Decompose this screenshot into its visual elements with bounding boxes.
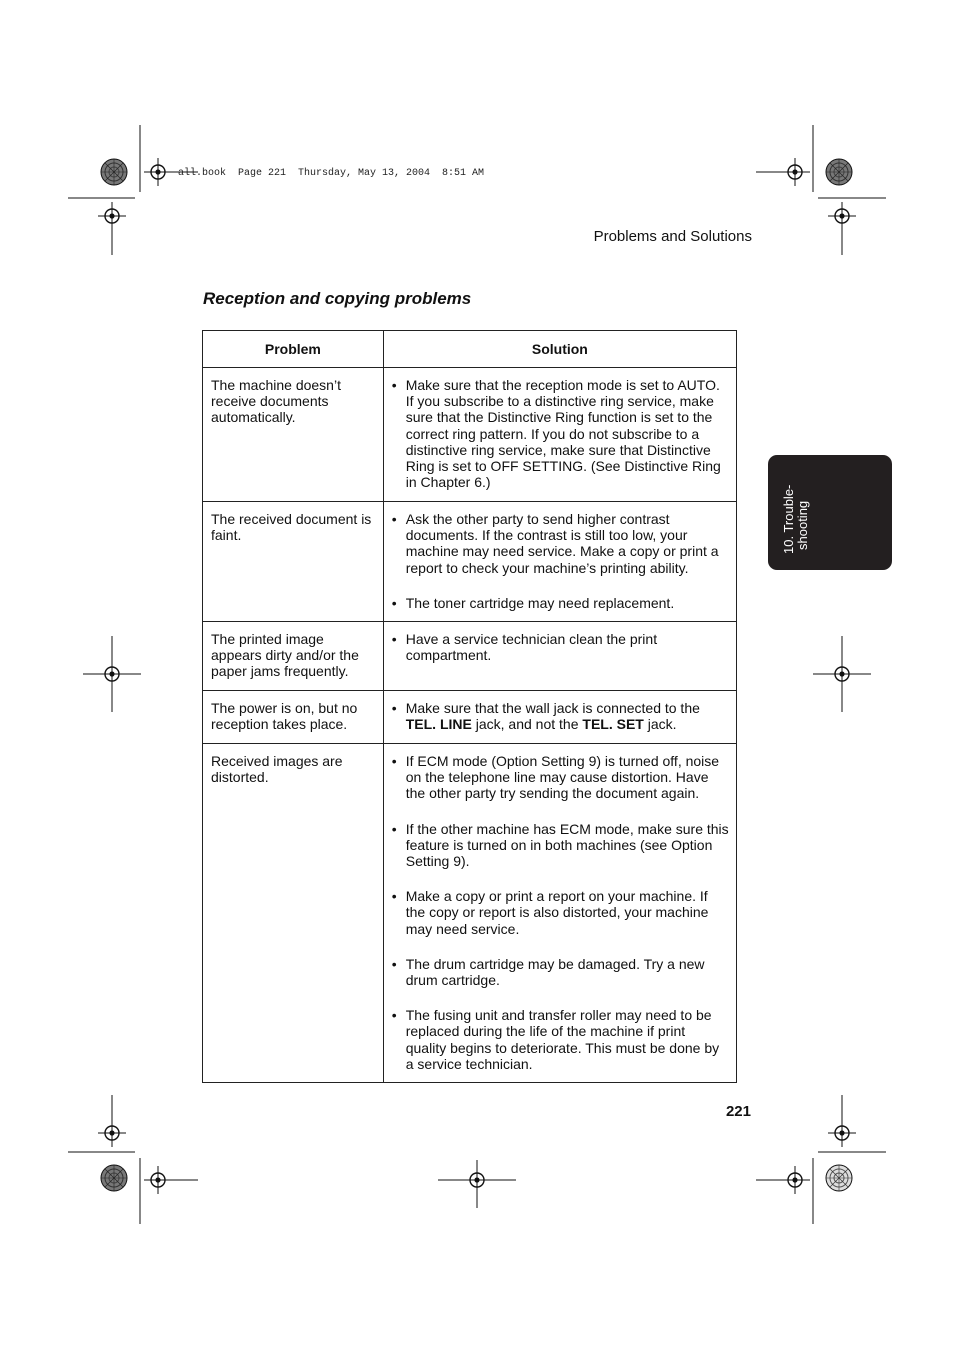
solution-item — [392, 700, 729, 732]
problem-cell: The received document is faint. — [203, 502, 384, 622]
problem-cell: The machine doesn’t receive documents automatically. — [203, 368, 384, 502]
section-title: Reception and copying problems — [203, 289, 472, 308]
table-header-row — [203, 331, 737, 368]
solution-text: Have a service technician clean the print compartment. — [405, 631, 658, 664]
running-head: Problems and Solutions — [593, 228, 752, 245]
solution-cell — [383, 622, 736, 691]
solution-item — [392, 377, 729, 490]
bullet-icon: • — [391, 594, 397, 611]
solution-text-part: Make sure that the wall jack is connected to the — [405, 700, 700, 717]
table-row — [203, 622, 737, 691]
bullet-icon: • — [391, 888, 397, 905]
solution-item — [392, 888, 729, 937]
solution-cell — [383, 502, 736, 622]
page-number: 221 — [725, 1103, 751, 1120]
solution-text: Ask the other party to send higher contrast documents. If the contrast is still too low, your machine may need service. Make a copy or print a report to check your machine’s printing ability. — [405, 511, 719, 576]
solution-cell — [383, 368, 736, 502]
solution-item — [392, 956, 729, 988]
chapter-side-tab — [768, 455, 892, 570]
solution-item — [392, 753, 729, 802]
solution-text: The drum cartridge may be damaged. Try a new drum cartridge. — [405, 955, 705, 989]
solution-item — [392, 511, 729, 576]
bullet-icon: • — [391, 1007, 397, 1024]
tel-line-label: TEL. LINE — [405, 716, 472, 733]
bullet-icon: • — [391, 377, 397, 393]
bullet-icon: • — [391, 511, 397, 527]
solution-text-part: jack, and not the — [471, 716, 583, 733]
tab-label-line1: 10. Trouble- — [781, 484, 796, 554]
solution-cell — [383, 691, 736, 744]
bullet-icon: • — [391, 820, 397, 837]
table-row — [203, 691, 737, 744]
solution-item — [392, 595, 729, 611]
solution-text — [406, 700, 700, 732]
solution-text-part: jack. — [643, 716, 677, 733]
bullet-icon: • — [391, 631, 397, 648]
problem-cell: Received images are distorted. — [203, 744, 384, 1083]
solution-text: If ECM mode (Option Setting 9) is turned off, noise on the telephone line may cause distortion. Have the other party try sending the document again. — [405, 753, 720, 802]
solution-item — [392, 1007, 729, 1072]
table-row — [203, 744, 737, 1083]
chapter-tab-label — [782, 459, 810, 554]
tab-label-line2: shooting — [795, 500, 810, 550]
problems-table — [202, 330, 737, 1083]
bullet-icon: • — [391, 700, 397, 717]
solution-cell — [383, 744, 736, 1083]
table-row — [203, 502, 737, 622]
table-row — [203, 368, 737, 502]
bullet-icon: • — [391, 753, 397, 770]
problem-cell: The power is on, but no reception takes place. — [203, 691, 384, 744]
solution-item — [392, 631, 729, 663]
bullet-icon: • — [391, 955, 397, 972]
tel-set-label: TEL. SET — [582, 716, 644, 733]
problem-cell: The printed image appears dirty and/or the paper jams frequently. — [203, 622, 384, 691]
problem-column-header: Problem — [203, 331, 384, 368]
print-slug-line: all.book Page 221 Thursday, May 13, 2004 8:51 AM — [178, 168, 485, 179]
solution-text: Make sure that the reception mode is set to AUTO. If you subscribe to a distinctive ring service, make sure that the Distinctive Ring function is set to the correct ring pattern. If you do not subscribe to a distinctive ring service, make sure that Distinctive Ring is set to OFF SETTING. (See Distinctive Ring in Chapter 6.) — [405, 377, 721, 491]
solution-text: Make a copy or print a report on your machine. If the copy or report is also distorted, your machine may need service. — [405, 888, 709, 937]
solution-text: If the other machine has ECM mode, make sure this feature is turned on in both machines (see Option Setting 9). — [405, 820, 729, 870]
solution-text: The fusing unit and transfer roller may need to be replaced during the life of the machine if print quality begins to deteriorate. This must be done by a service technician. — [405, 1007, 720, 1072]
solution-text: The toner cartridge may need replacement. — [405, 594, 675, 611]
solution-column-header: Solution — [383, 331, 736, 368]
solution-item — [392, 821, 729, 870]
